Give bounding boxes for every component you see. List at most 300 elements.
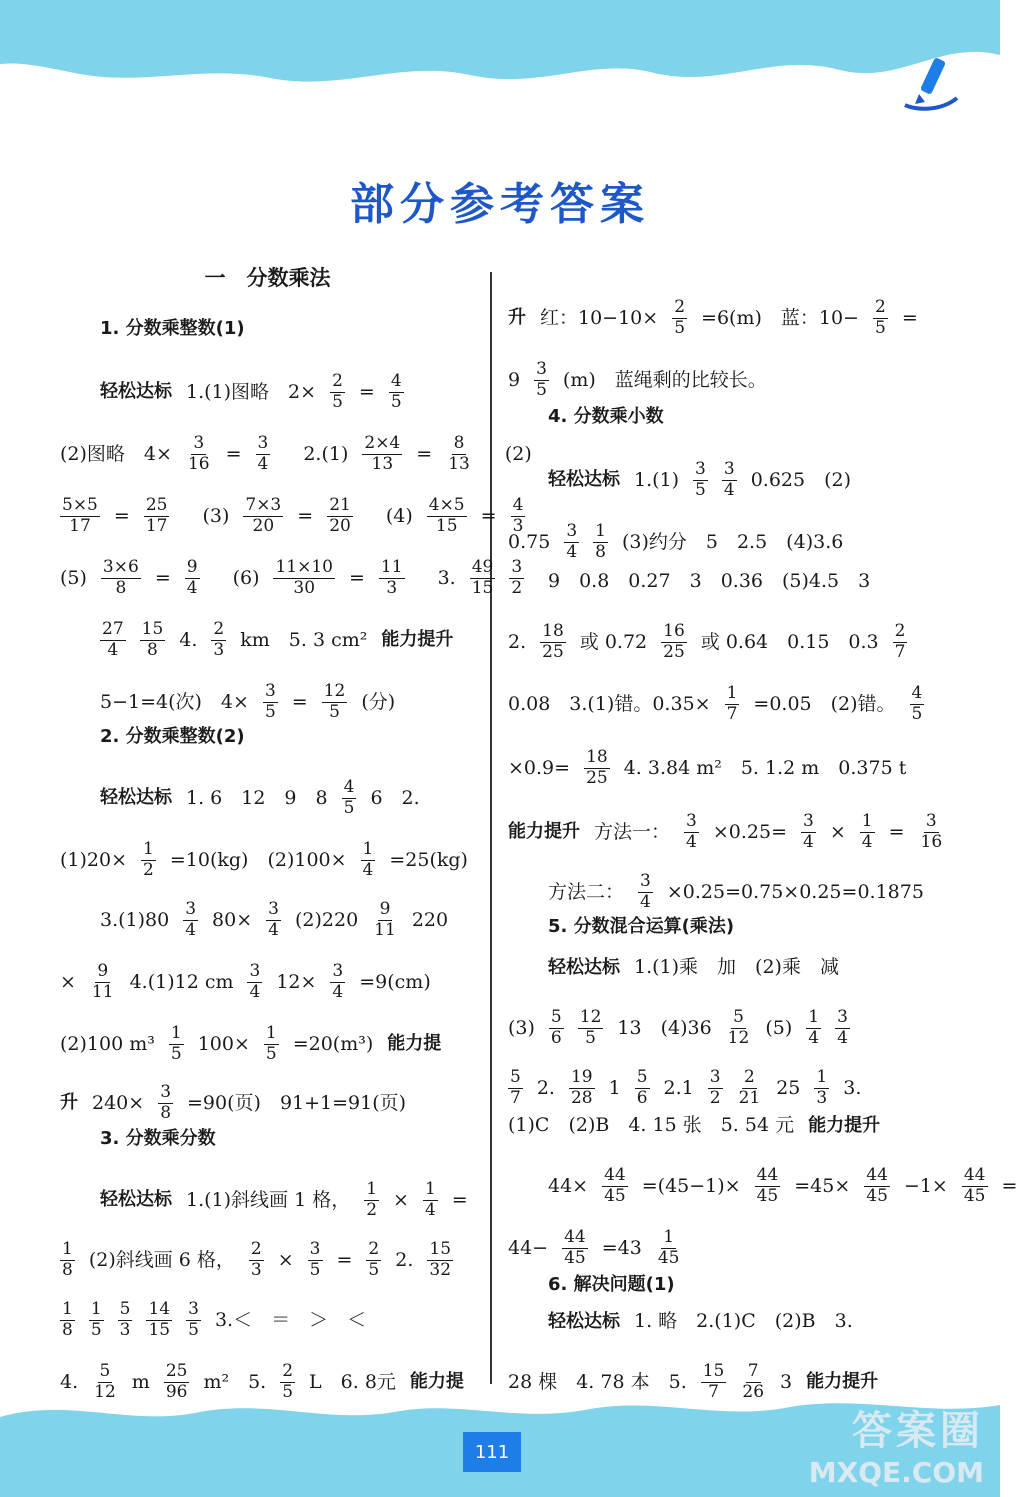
fraction [427, 1240, 453, 1280]
fraction [508, 1068, 523, 1108]
numerator: 18 [542, 621, 564, 641]
numerator: 14 [148, 1299, 171, 1319]
numerator: 3 [193, 433, 205, 453]
fraction [672, 298, 687, 338]
section-heading: 5. 分数混合运算(乘法) [548, 916, 735, 937]
answer-text: 2. [395, 1248, 414, 1271]
numerator: 2 [894, 621, 906, 641]
answer-text: = [297, 504, 314, 527]
answer-text: 3 [780, 1370, 793, 1393]
page-title: 部分参考答案 [350, 179, 650, 230]
fraction [656, 1228, 682, 1268]
answer-text: (3) [508, 1016, 535, 1039]
answer-text: = [349, 566, 365, 589]
numerator: 5 [510, 1067, 521, 1087]
answer-text: 9 [508, 368, 521, 391]
denominator: 4 [185, 919, 197, 940]
answer-text: 100× [197, 1032, 250, 1055]
numerator: 2 [282, 1361, 294, 1381]
denominator: 12 [727, 1027, 750, 1048]
watermark-top: 答案圈 [852, 1408, 984, 1454]
numerator: 27 [102, 619, 124, 639]
answer-text: =9(cm) [359, 970, 431, 993]
answer-text: = [291, 690, 308, 713]
numerator: 15 [702, 1361, 725, 1381]
denominator: 7 [510, 1087, 521, 1108]
denominator: 4 [186, 577, 198, 598]
denominator: 45 [657, 1247, 680, 1268]
answer-line [508, 872, 938, 912]
denominator: 20 [329, 515, 351, 536]
level-tag: 能力提升 [508, 821, 580, 843]
fraction [427, 496, 467, 536]
answer-text: 方法一： [594, 820, 671, 843]
fraction [101, 558, 141, 598]
answer-text: 2. [508, 630, 527, 653]
fraction [342, 778, 357, 818]
fraction [726, 1008, 752, 1048]
level-tag: 能力提升 [808, 1114, 881, 1136]
answer-text: L 6. 8元 [309, 1370, 396, 1393]
answer-line [508, 360, 938, 400]
numerator: 2 [368, 1239, 380, 1259]
denominator: 5 [585, 1027, 596, 1048]
answer-text: (m) 蓝绳剩的比较长。 [562, 368, 767, 391]
fraction [549, 1008, 564, 1048]
numerator: 3 [640, 871, 651, 891]
denominator: 5 [282, 1381, 294, 1402]
fraction [737, 1068, 763, 1108]
denominator: 5 [170, 1043, 182, 1064]
denominator: 5 [332, 391, 343, 412]
denominator: 25 [663, 641, 685, 662]
answer-text: 红：10−10× [540, 306, 659, 329]
numerator: 2 [674, 297, 686, 317]
answer-line [60, 495, 524, 536]
answer-text: 3. [843, 1076, 862, 1099]
denominator: 28 [570, 1087, 593, 1108]
numerator: 2×4 [364, 433, 401, 453]
answer-line [60, 433, 532, 474]
denominator: 4 [249, 981, 261, 1002]
fraction [470, 558, 496, 598]
answer-line [508, 298, 938, 338]
numerator: 1 [366, 1179, 378, 1199]
fraction [308, 1240, 323, 1280]
answer-text: m² 5. [203, 1370, 267, 1393]
denominator: 4 [723, 479, 735, 500]
numerator: 5 [99, 1361, 111, 1381]
answer-text: (2)图略 4× [60, 442, 172, 465]
denominator: 7 [708, 1381, 719, 1402]
answer-text: 0.08 3.(1)错。0.35× [508, 692, 711, 715]
numerator: 4×5 [428, 495, 465, 515]
numerator: 8 [453, 433, 465, 453]
fraction [249, 1240, 264, 1280]
numerator: 1 [816, 1067, 828, 1087]
denominator: 2 [709, 1087, 721, 1108]
denominator: 2 [143, 859, 154, 880]
numerator: 1 [362, 839, 374, 859]
denominator: 5 [188, 1319, 199, 1340]
numerator: 3 [925, 811, 937, 831]
answer-text: = [113, 504, 130, 527]
numerator: 1 [726, 683, 738, 703]
answer-text: 44− [508, 1236, 549, 1259]
denominator: 3 [119, 1319, 131, 1340]
denominator: 21 [738, 1087, 761, 1108]
column-divider [490, 272, 492, 1384]
numerator: 16 [663, 621, 685, 641]
answer-line [508, 572, 938, 591]
numerator: 44 [866, 1165, 888, 1185]
answer-text: =(45−1)× [641, 1174, 741, 1197]
denominator: 4 [686, 831, 697, 852]
answer-text: = [154, 566, 171, 589]
answer-text: 1 [608, 1076, 621, 1099]
numerator: 1 [143, 839, 154, 859]
answer-text: 0.625 (2) [750, 468, 852, 491]
denominator: 15 [148, 1319, 171, 1340]
numerator: 44 [756, 1165, 779, 1185]
fraction [562, 1228, 588, 1268]
numerator: 1 [808, 1007, 820, 1027]
denominator: 16 [187, 453, 210, 474]
level-tag: 轻松达标 [100, 1189, 172, 1211]
numerator: 3 [309, 1239, 321, 1259]
answer-text: 1. 6 12 9 8 [186, 786, 328, 809]
answer-line [508, 622, 938, 662]
answer-text: 1.(1)乘 加 (2)乘 减 [634, 956, 839, 978]
fraction [144, 496, 170, 536]
numerator: 3 [837, 1007, 848, 1027]
fraction [264, 1024, 279, 1064]
numerator: 3 [695, 459, 706, 479]
numerator: 2 [250, 1239, 262, 1259]
numerator: 3 [723, 459, 735, 479]
numerator: 11 [380, 557, 403, 577]
fraction [693, 460, 708, 500]
fraction [366, 1240, 381, 1280]
denominator: 4 [424, 1199, 436, 1220]
answer-text: =43 [601, 1236, 642, 1259]
denominator: 11 [374, 919, 396, 940]
numerator: 3 [185, 899, 197, 919]
answer-text: =10(kg) (2)100× [169, 848, 347, 871]
answer-line [508, 1165, 1017, 1206]
denominator: 6 [636, 1087, 648, 1108]
fraction [801, 812, 816, 852]
section-heading: 1. 分数乘整数(1) [100, 318, 245, 339]
denominator: 7 [726, 703, 738, 724]
denominator: 5 [536, 379, 547, 400]
denominator: 2 [511, 577, 523, 598]
numerator: 1 [424, 1179, 436, 1199]
answer-text: (2) [485, 442, 532, 465]
numerator: 1 [170, 1023, 182, 1043]
fraction [141, 840, 156, 880]
denominator: 15 [435, 515, 458, 536]
denominator: 13 [371, 453, 394, 474]
watermark [809, 1399, 984, 1489]
denominator: 4 [566, 541, 578, 562]
denominator: 4 [257, 453, 269, 474]
answer-text: 2. [536, 1076, 555, 1099]
answer-text: =20(m³) [292, 1032, 374, 1055]
numerator: 3 [188, 1299, 199, 1319]
denominator: 17 [69, 515, 91, 536]
fraction [60, 496, 100, 536]
answer-text: ×0.25=0.75×0.25=0.1875 [666, 880, 924, 903]
answer-line [60, 962, 475, 1002]
level-tag: 升 [60, 1092, 78, 1114]
fraction [860, 812, 875, 852]
answer-line [508, 1008, 938, 1048]
denominator: 6 [550, 1027, 562, 1048]
answer-text: −1× [903, 1174, 948, 1197]
numerator: 1 [861, 811, 873, 831]
fraction [534, 360, 549, 400]
fraction [814, 1068, 829, 1108]
answer-line [508, 958, 938, 977]
answer-text: ×0.9= [508, 756, 571, 779]
denominator: 2 [366, 1199, 378, 1220]
fraction [584, 748, 610, 788]
numerator: 9 [97, 961, 109, 981]
numerator: 3 [268, 899, 279, 919]
fraction [263, 682, 278, 722]
section-heading: 3. 分数乘分数 [100, 1128, 216, 1149]
answer-text: 3.(1)80 [100, 908, 170, 931]
numerator: 9 [186, 557, 198, 577]
level-tag: 能力提 [387, 1033, 442, 1055]
denominator: 17 [145, 515, 168, 536]
answer-text: 25 [776, 1076, 801, 1099]
answer-text: 28 棵 4. 78 本 5. [508, 1370, 687, 1393]
answer-text: = [358, 380, 375, 403]
numerator: 4 [512, 495, 524, 515]
fraction [90, 962, 116, 1002]
numerator: 15 [429, 1239, 452, 1259]
fraction [243, 496, 283, 536]
answer-text: 220 [411, 908, 449, 931]
answer-text: (2)斜线画 6 格， [88, 1248, 235, 1271]
answer-text: 44× [548, 1174, 589, 1197]
numerator: 1 [62, 1239, 73, 1259]
answer-text: 12× [276, 970, 317, 993]
answer-text: 4. 3.84 m² 5. 1.2 m 0.375 t [623, 756, 907, 779]
numerator: 7 [747, 1361, 759, 1381]
fraction [364, 1180, 379, 1220]
level-tag: 轻松达标 [100, 381, 172, 403]
answer-text: m [131, 1370, 150, 1393]
denominator: 4 [803, 831, 814, 852]
numerator: 2 [874, 297, 886, 317]
fraction [183, 900, 198, 940]
denominator: 25 [586, 767, 608, 788]
answer-text: (3)约分 5 2.5 (4)3.6 [621, 530, 844, 553]
fraction [361, 840, 376, 880]
level-tag: 轻松达标 [548, 1310, 620, 1332]
fraction [661, 622, 687, 662]
fraction [169, 1024, 184, 1064]
fraction [684, 812, 699, 852]
numerator: 3 [686, 811, 697, 831]
answer-text: 4.(1)12 cm [129, 970, 234, 993]
answer-text: (1)20× [60, 848, 128, 871]
denominator: 16 [920, 831, 943, 852]
fraction [327, 496, 353, 536]
answer-text: = [888, 820, 905, 843]
denominator: 96 [165, 1381, 188, 1402]
denominator: 8 [147, 639, 158, 660]
fraction [423, 1180, 438, 1220]
denominator: 12 [94, 1381, 116, 1402]
answer-line [508, 1068, 938, 1108]
fraction [211, 620, 226, 660]
numerator: 1 [663, 1227, 675, 1247]
answer-text: 240× [92, 1091, 145, 1114]
fraction [893, 622, 908, 662]
answer-text: =90(页) 91+1=91(页) [187, 1091, 407, 1114]
numerator: 4 [911, 683, 923, 703]
fraction [322, 682, 348, 722]
denominator: 7 [894, 641, 906, 662]
fraction [593, 522, 608, 562]
answer-text: = [451, 1188, 468, 1211]
watermark-bottom: MXQE.COM [808, 1456, 984, 1489]
fraction [247, 962, 262, 1002]
answer-text: (3) [183, 504, 230, 527]
numerator: 49 [471, 557, 494, 577]
numerator: 44 [604, 1165, 626, 1185]
denominator: 45 [963, 1185, 986, 1206]
denominator: 5 [911, 703, 923, 724]
answer-text: = [901, 306, 918, 329]
fraction [540, 622, 566, 662]
fraction [725, 684, 740, 724]
answer-text: × [60, 970, 76, 993]
answer-text: = [1001, 1174, 1017, 1197]
numerator: 3 [332, 961, 344, 981]
denominator: 8 [160, 1102, 172, 1123]
pencil-icon [895, 50, 965, 120]
fraction [864, 1166, 890, 1206]
answer-line [508, 460, 938, 500]
answer-text: =6(m) 蓝：10− [701, 306, 859, 329]
fraction [602, 1166, 628, 1206]
denominator: 4 [808, 1027, 820, 1048]
answer-text: 4. [60, 1370, 79, 1393]
answer-text: 9 0.8 0.27 3 0.36 (5)4.5 3 [548, 570, 871, 592]
level-tag: 轻松达标 [548, 469, 620, 491]
answer-line [508, 1228, 938, 1268]
denominator: 5 [309, 1259, 321, 1280]
level-tag: 能力提升 [381, 629, 454, 651]
answer-text: 4. [179, 628, 198, 651]
answer-text: 80× [212, 908, 253, 931]
level-tag: 能力提升 [806, 1371, 879, 1393]
fraction [379, 558, 405, 598]
answer-text: 13 (4)36 [617, 1016, 712, 1039]
denominator: 3 [386, 577, 398, 598]
numerator: 5×5 [62, 495, 98, 515]
answer-text: 1. 略 2.(1)C (2)B 3. [634, 1310, 853, 1332]
answer-text: (2)220 [294, 908, 359, 931]
numerator: 5 [119, 1299, 131, 1319]
answer-text: ×0.25= [712, 820, 787, 843]
page-number-badge: 111 [463, 1432, 521, 1472]
section-heading: 4. 分数乘小数 [548, 406, 664, 427]
answer-text: = [480, 504, 497, 527]
fraction [100, 620, 126, 660]
answer-text: 2.1 [663, 1076, 694, 1099]
answer-text: =45× [794, 1174, 851, 1197]
fraction [755, 1166, 781, 1206]
numerator: 3×6 [102, 557, 139, 577]
denominator: 4 [107, 639, 119, 660]
answer-text: (4) [366, 504, 413, 527]
fraction [186, 1300, 201, 1340]
fraction [330, 962, 345, 1002]
denominator: 45 [564, 1247, 586, 1268]
answer-line [60, 840, 475, 880]
answer-text: 1.(1)斜线画 1 格， [186, 1188, 351, 1211]
denominator: 5 [90, 1319, 102, 1340]
numerator: 4 [390, 371, 402, 391]
denominator: 8 [62, 1259, 73, 1280]
denominator: 4 [640, 891, 651, 912]
fraction [60, 1300, 75, 1340]
answer-line [508, 1116, 938, 1135]
fraction [446, 434, 472, 474]
fraction [60, 1240, 75, 1280]
numerator: 44 [963, 1165, 986, 1185]
fraction [146, 1300, 172, 1340]
numerator: 3 [536, 359, 547, 379]
denominator: 20 [252, 515, 275, 536]
answer-text: 1.(1)图略 2× [186, 380, 317, 403]
answer-text: 方法二： [548, 880, 625, 903]
answer-text: = [225, 442, 242, 465]
denominator: 15 [471, 577, 494, 598]
denominator: 5 [674, 317, 686, 338]
top-wave-shape [0, 0, 1000, 130]
fraction [362, 434, 402, 474]
denominator: 5 [874, 317, 886, 338]
numerator: 12 [323, 681, 346, 701]
fraction [118, 1300, 133, 1340]
answer-text: 或 0.72 [579, 630, 648, 653]
section-heading: 2. 分数乘整数(2) [100, 726, 245, 747]
numerator: 7×3 [245, 495, 282, 515]
answer-line [508, 748, 938, 788]
answer-text: 6 2. [370, 786, 420, 809]
answer-text: 或 0.64 0.15 0.3 [700, 630, 879, 653]
answer-line [508, 522, 938, 562]
numerator: 3 [709, 1067, 721, 1087]
fraction [722, 460, 737, 500]
answer-line [60, 900, 475, 940]
answer-text: = [416, 442, 433, 465]
answer-text: (2)100 m³ [60, 1032, 155, 1055]
fraction [330, 372, 345, 412]
denominator: 30 [293, 577, 316, 598]
numerator: 25 [145, 495, 168, 515]
answer-text: km 5. 3 cm² [240, 628, 368, 651]
denominator: 5 [390, 391, 402, 412]
denominator: 3 [816, 1087, 828, 1108]
